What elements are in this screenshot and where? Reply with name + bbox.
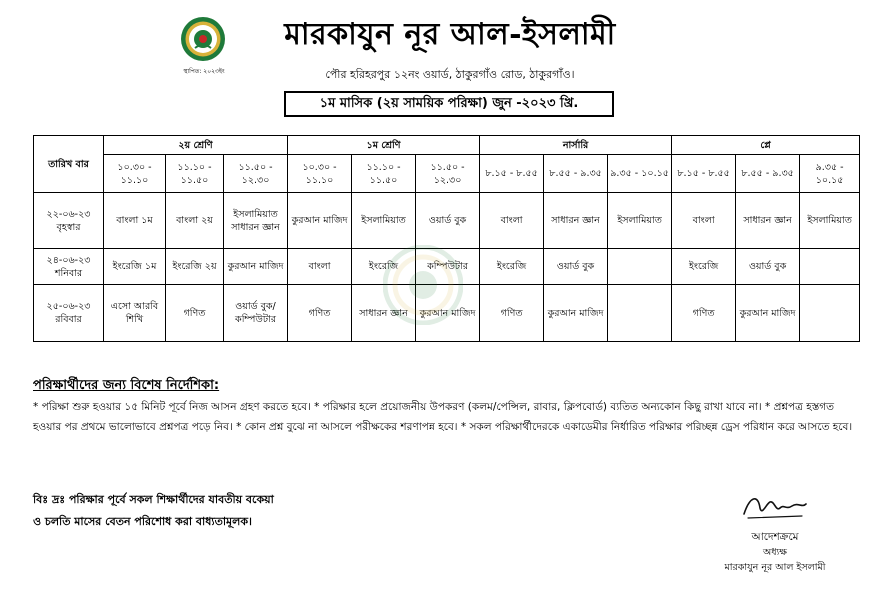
madrasa-emblem-icon (180, 16, 226, 62)
subject-cell: গণিত (480, 285, 544, 342)
subject-cell: কুরআন মাজিদ (736, 285, 800, 342)
subject-cell: গণিত (288, 285, 352, 342)
subject-cell: ওয়ার্ড বুক (544, 249, 608, 285)
exam-title: ১ম মাসিক (২য় সাময়িক পরিক্ষা) জুন -২০২৩ খ্রি. (284, 91, 614, 117)
institution-name: মারকাযুন নূর আল-ইসলামী (284, 17, 616, 52)
exam-date: ২৪-০৬-২৩ (46, 254, 91, 266)
subject-cell (800, 249, 860, 285)
subject-cell: বাংলা ১ম (104, 193, 166, 249)
time-slot: ১১.১০ - ১১.৫০ (166, 155, 224, 193)
subject-cell: এসো আরবি শিখি (104, 285, 166, 342)
time-slot: ৮.১৫ - ৮.৫৫ (672, 155, 736, 193)
subject-cell: ইসলামিয়াত (800, 193, 860, 249)
exam-day: শনিবার (54, 267, 83, 279)
footnote-line: বিঃ দ্রঃ পরিক্ষার পূর্বে সকল শিক্ষার্থীদের যাবতীয় বকেয়া (33, 493, 274, 506)
subject-cell: ইসলামিয়াত (352, 193, 416, 249)
subject-cell: বাংলা ২য় (166, 193, 224, 249)
time-slot: ৯.৩৫ - ১০.১৫ (800, 155, 860, 193)
date-header: তারিখ বার (34, 136, 104, 193)
date-cell (34, 193, 104, 249)
subject-cell: বাংলা (480, 193, 544, 249)
subject-cell: ওয়ার্ড বুক (736, 249, 800, 285)
signature-institution: মারকাযুন নূর আল ইসলামী (724, 562, 826, 573)
table-row (34, 193, 860, 249)
subject-cell: ওয়ার্ড বুক (416, 193, 480, 249)
emblem-watermark-icon (383, 245, 463, 325)
subject-cell: কুরআন মাজিদ (544, 285, 608, 342)
subject-cell: বাংলা (288, 249, 352, 285)
class-header: নার্সারি (480, 136, 672, 155)
notice-title: পরিক্ষার্থীদের জন্য বিশেষ নির্দেশিকা: (33, 378, 220, 393)
class-header: ১ম শ্রেণি (288, 136, 480, 155)
time-slot: ১০.৩০ - ১১.১০ (288, 155, 352, 193)
document-header (0, 0, 887, 92)
time-slot: ১১.৫০ - ১২.৩০ (224, 155, 288, 193)
class-header-row (34, 136, 860, 155)
subject-cell: ইংরেজি ১ম (104, 249, 166, 285)
subject-cell: ওয়ার্ড বুক/ কম্পিউটার (224, 285, 288, 342)
footnote-line: ও চলতি মাসের বেতন পরিশোধ করা বাধ্যতামূলক। (33, 515, 252, 528)
subject-cell: সাধারন জ্ঞান (352, 285, 416, 342)
institution-address: পৌর হরিহরপুর ১২নং ওয়ার্ড, ঠাকুরগাঁও রোড, ঠাকুরগাঁও। (325, 68, 575, 81)
subject-cell (608, 249, 672, 285)
subject-cell: বাংলা (672, 193, 736, 249)
time-slot: ৯.৩৫ - ১০.১৫ (608, 155, 672, 193)
date-cell (34, 249, 104, 285)
time-slot: ৮.৫৫ - ৯.৩৫ (544, 155, 608, 193)
subject-cell: ইংরেজি (352, 249, 416, 285)
subject-cell: কুরআন মাজিদ (416, 285, 480, 342)
time-slot: ৮.১৫ - ৮.৫৫ (480, 155, 544, 193)
subject-cell: কম্পিউটার (416, 249, 480, 285)
exam-day: রবিবার (55, 314, 82, 325)
subject-cell: ইংরেজি (480, 249, 544, 285)
subject-cell: সাধারন জ্ঞান (544, 193, 608, 249)
class-header: প্লে (672, 136, 860, 155)
subject-cell: গণিত (166, 285, 224, 342)
footnote (33, 489, 373, 533)
subject-cell: ইসলামিয়াত সাধারন জ্ঞান (224, 193, 288, 249)
time-slot: ১০.৩০ - ১১.১০ (104, 155, 166, 193)
established-text: স্থাপিত: ২০২৩ইং (183, 68, 225, 75)
subject-cell: ইংরেজি ২য় (166, 249, 224, 285)
time-slot: ৮.৫৫ - ৯.৩৫ (736, 155, 800, 193)
subject-cell: গণিত (672, 285, 736, 342)
subject-cell (800, 285, 860, 342)
subject-cell: কুরআন মাজিদ (224, 249, 288, 285)
date-cell (34, 285, 104, 342)
notice-body: * পরিক্ষা শুরু হওয়ার ১৫ মিনিট পূর্বে নিজ আসন গ্রহণ করতে হবে। * পরিক্ষার হলে প্রয়োজনীয় উপকরণ (কলম/পেন্সিল, রাবার, ক্লিপবোর্ড) ব্যতিত অন্যকোন কিছু রাখা যাবে না। * প্রশ্নপত্র হস্তগত হওয়ার পর প্রথমে ভালোভাবে প্রশ্নপত্র পড়ে নিব। * কোন প্রশ্ন বুঝে না আসলে পরীক্ষকের শরণাপন্ন হবে। * সকল পরিক্ষার্থীদেরকে একাডেমীর নির্ধারিত পরিক্ষার পরিচ্ছন্ন ড্রেস পরিধান করে আসতে হবে। (33, 401, 853, 433)
class-header: ২য় শ্রেণি (104, 136, 288, 155)
subject-cell: ইংরেজি (672, 249, 736, 285)
signature-block (700, 530, 850, 575)
exam-day: বৃহস্বার (56, 221, 81, 233)
time-slot: ১১.১০ - ১১.৫০ (352, 155, 416, 193)
subject-cell: কুরআন মাজিদ (288, 193, 352, 249)
handwritten-signature-icon (740, 486, 810, 522)
subject-cell (608, 285, 672, 342)
by-order-text: আদেশক্রমে (751, 531, 799, 543)
subject-cell: সাধারন জ্ঞান (736, 193, 800, 249)
time-slot: ১১.৫০ - ১২.৩০ (416, 155, 480, 193)
subject-cell: ইসলামিয়াত (608, 193, 672, 249)
exam-date: ২৫-০৬-২৩ (46, 301, 91, 312)
time-header-row (34, 155, 860, 193)
designation-text: অধ্যক্ষ (762, 547, 787, 558)
exam-date: ২২-০৬-২৩ (46, 208, 91, 220)
